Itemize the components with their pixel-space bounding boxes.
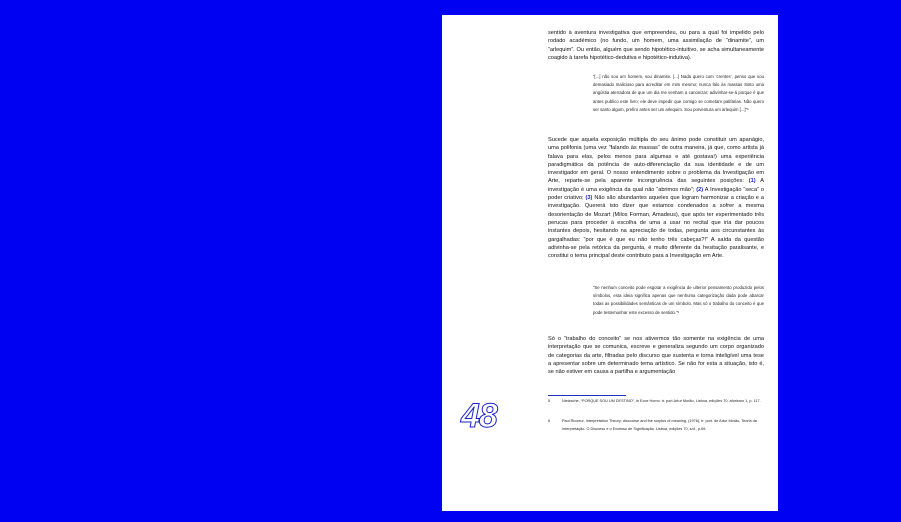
block-quote-nietzsche: “[...] não sou um homem, sou dinamite. [...] Nada quero com ‘crentes’, penso que sou demasiado malicioso para acreditar em mim mesmo; nunca falo às massas Sinto uma angústia aterradora de que um dia me venham a canonizar; adivinhar-se-á porque é que antes publico este livro; ele deve impedir que comigo se cometam patifarias. Não quero ser santo algum, prefiro antes ser um arlequim. Sou porventura um arlequim [...]”⁵ — [593, 74, 764, 112]
page-number: 48 — [461, 397, 497, 435]
document-page — [442, 15, 778, 511]
footnote-text: Paul Ricoeur, Interpretation Theory: discourse and the surplus of meaning, (1976), tr. port. de Artur Morão, Teoria da Interpretação. O Discurso e o Excesso de Significação. Lisboa, edições 70, s/d., p.69. — [562, 419, 757, 431]
footnote — [548, 418, 764, 433]
paragraph-closing: Só o “trabalho do conceito” se nos ativermos tão somente na exigência de uma interpretação que se comunica, escreve e generaliza segundo um corpo organizado de categorias da arte, filtradas pelo discurso que sustenta e torna inteligível uma tese a apresentar sobre um determinado tema artístico. Se não for esta a situação, isto é, se não estiver em causa a partilha e argumentação — [548, 336, 764, 376]
paragraph-main-text-d: Não são abundantes aqueles que logram harmonizar a criação e a investigação. Quererá isto dizer que estamos condenados a sofrer a mesma desorientação de Mozart (Milos Forman, Amadeus), que após ter experimentado três perucas para proceder à escolha de uma a usar no recital que iria dar poucos instantes depois, hesitando na apreciação de todas, pergunta aos circunstantes às gargalhadas: “por que é que eu não tenho três cabeças?!” A saída da questão adivinha-se pela retórica da pergunta, é muito diferente da hesitação paralisante, e constitui o tema principal deste contributo para a Investigação em Arte. — [548, 195, 764, 260]
paragraph-main-text-a: Sucede que aquela exposição múltipla do seu ânimo pode constituir um apanágio, uma polifonia (uma vez “falando às massas” de outra maneira, já que, como artista já falava para elas, pelos menos para algumas e até gostava!) uma experiência paradigmática da potência de auto-diferenciação da sua identidade e de um investigador em geral. O nosso entendimento sobre o problema da Investigação em Arte, reparte-se pela aparente incongruência das seguintes posições: — [548, 137, 764, 185]
paragraph-main-text-b: A investigação é uma exigência da qual não “abrimos mão”; — [548, 178, 764, 193]
position-marker-3: (3) — [585, 195, 593, 202]
position-marker-1: (1) — [748, 178, 756, 185]
position-marker-2: (2) — [696, 186, 704, 193]
footnote-number: 6 — [548, 419, 551, 423]
footnote-divider — [548, 395, 626, 396]
paragraph-main-text-c: A Investigação “seca” o poder criativo; — [548, 186, 764, 202]
footnote — [548, 398, 764, 406]
block-quote-ricoeur: “Se nenhum conceito pode esgotar a exigência de ulterior pensamento produzido pelos símbolos, esta ideia significa apenas que nenhuma categorização dada pode abarcar todas as possibilidades semânticas de um símbolo. Mas só o trabalho do conceito é que pode testemunhar este excesso de sentido.”⁶ — [593, 285, 764, 315]
footnote-number: 5 — [548, 399, 551, 403]
paragraph-intro: sentido à aventura investigativa que empreendeu, ou para a qual foi impelido pelo rodado académico (no fundo, um homem, uma assimilação de “dinamite”, um “arlequim”. Ou então, alguém que sendo hipotético-intuitivo, se acha simultaneamente coagido à tarefa hipotético-dedutiva e hipotético-indutiva). — [548, 30, 764, 61]
paragraph-main — [548, 136, 764, 260]
footnote-text: Nietzsche, “PORQUE SOU UM DESTINO”, in Ecce Homo. tr. port.Artur Morão, Lisboa, edições 70, aforismo 1, p. 117. — [562, 399, 761, 403]
